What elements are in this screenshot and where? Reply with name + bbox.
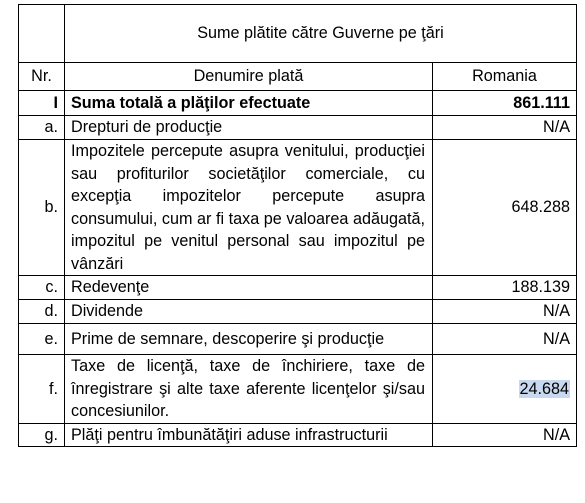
total-name: Suma totală a plăţilor efectuate [65, 91, 433, 116]
table-title: Sume plătite către Guverne pe ţări [65, 5, 577, 63]
table-row [19, 423, 577, 447]
row-value: N/A [433, 300, 577, 324]
row-value: N/A [433, 116, 577, 140]
table-row [19, 324, 577, 355]
row-name: Prime de semnare, descoperire şi producţie [65, 324, 433, 355]
row-value: N/A [433, 423, 577, 447]
table-row [19, 276, 577, 300]
row-name: Impozitele percepute asupra venitului, producţiei sau profiturilor societăţilor comerciale, cu excepţia impozitelor percepute asupra consumului, cum ar fi taxa pe valoarea adăugată, impozitul pe venitul personal sau impozitul pe vânzări [65, 140, 433, 276]
table-row [19, 300, 577, 324]
row-nr: c. [19, 276, 65, 300]
total-row [19, 91, 577, 116]
row-nr: f. [19, 355, 65, 424]
empty-corner-cell [19, 5, 65, 63]
table-row [19, 355, 577, 424]
row-nr: d. [19, 300, 65, 324]
row-nr: e. [19, 324, 65, 355]
row-value: 188.139 [433, 276, 577, 300]
table-row [19, 116, 577, 140]
row-name: Plăţi pentru îmbunătăţiri aduse infrastructurii [65, 423, 433, 447]
header-name: Denumire plată [65, 63, 433, 91]
row-nr: b. [19, 140, 65, 276]
payments-table [18, 4, 577, 447]
row-name: Drepturi de producţie [65, 116, 433, 140]
row-nr: g. [19, 423, 65, 447]
header-nr: Nr. [19, 63, 65, 91]
header-value: Romania [433, 63, 577, 91]
row-name: Taxe de licenţă, taxe de închiriere, taxe de înregistrare şi alte taxe aferente licenţelor şi/sau concesiunilor. [65, 355, 433, 424]
row-name: Dividende [65, 300, 433, 324]
title-row [19, 5, 577, 63]
highlighted-value: 24.684 [519, 379, 570, 398]
row-name: Redevenţe [65, 276, 433, 300]
row-value: N/A [433, 324, 577, 355]
total-value: 861.111 [433, 91, 577, 116]
row-value: 648.288 [433, 140, 577, 276]
row-value [433, 355, 577, 424]
total-nr: I [19, 91, 65, 116]
column-header-row [19, 63, 577, 91]
row-nr: a. [19, 116, 65, 140]
table-row [19, 140, 577, 276]
